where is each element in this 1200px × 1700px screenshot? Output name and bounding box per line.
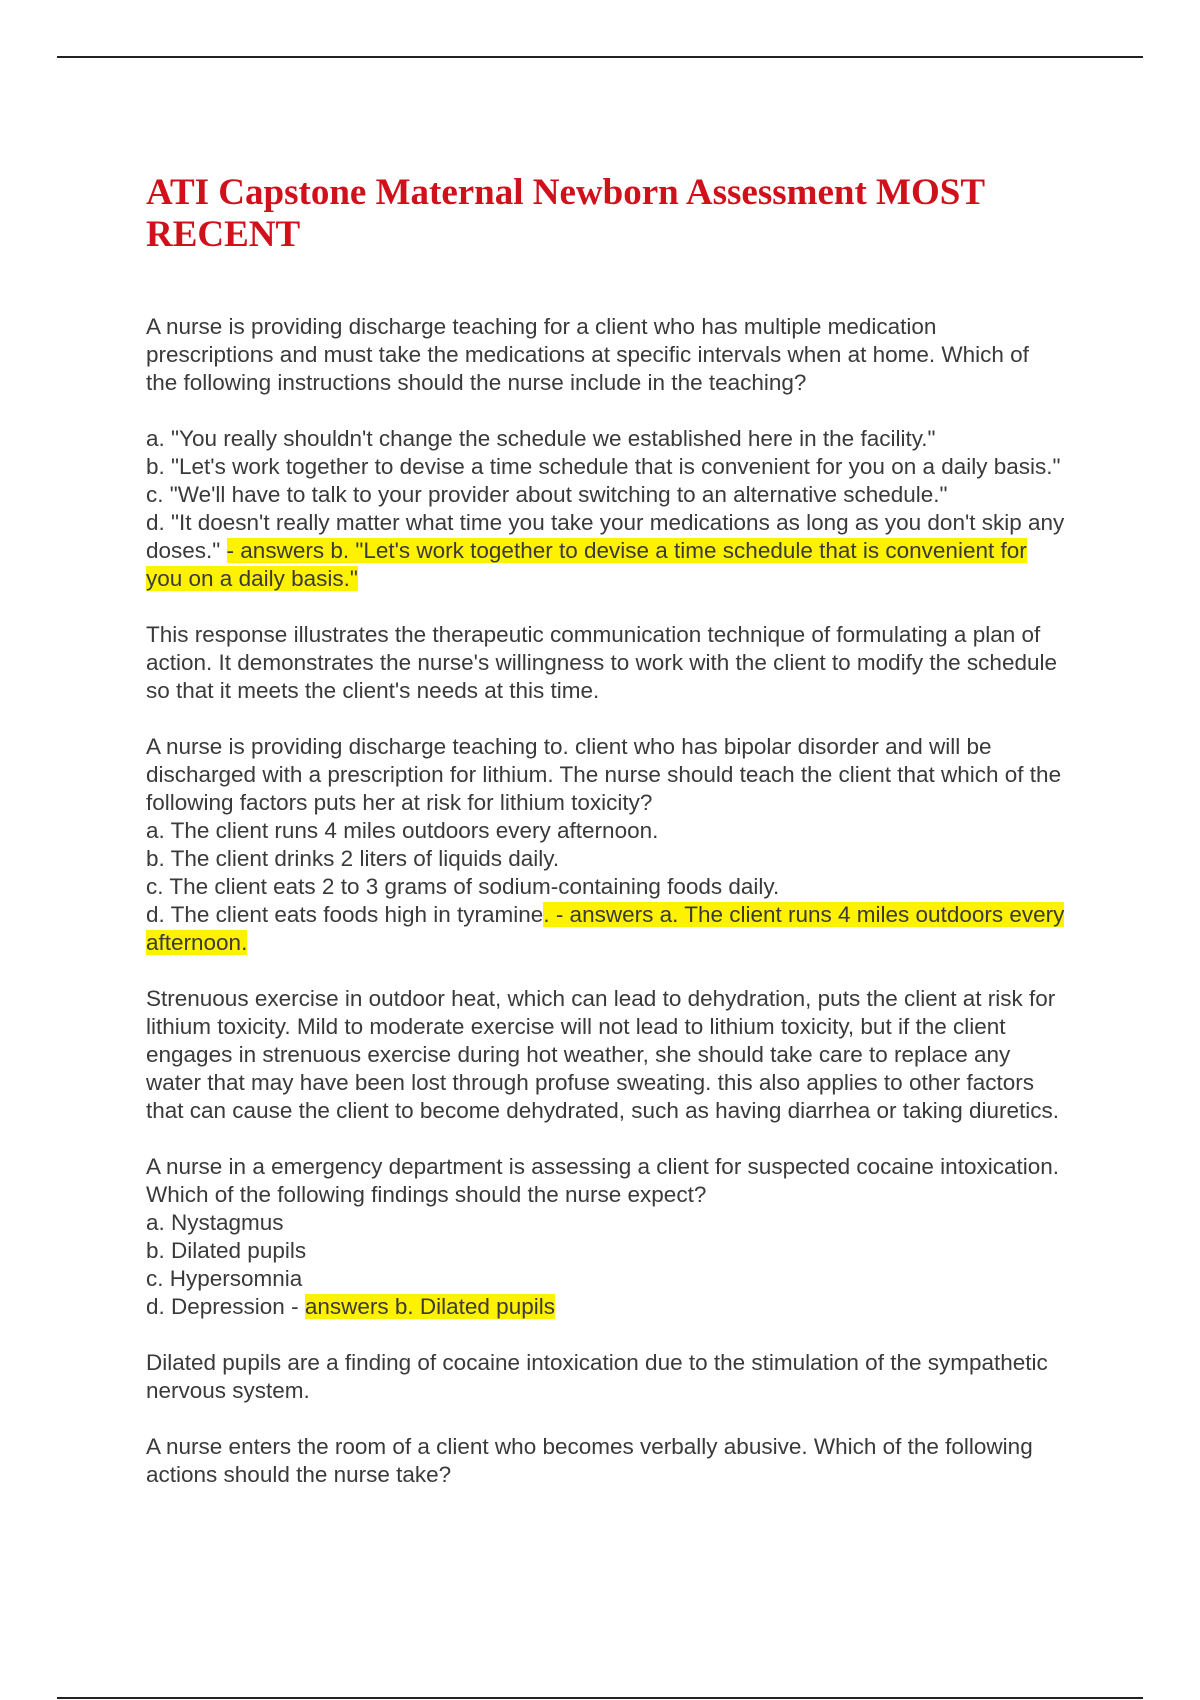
q1-option-d-with-answer bbox=[146, 509, 1066, 593]
q3-option-b: b. Dilated pupils bbox=[146, 1238, 307, 1263]
top-rule bbox=[57, 56, 1143, 58]
q1-option-d: d. "It doesn't really matter what time you take your medications as long as you don't skip any doses." bbox=[146, 510, 1065, 563]
q3-option-d-with-answer bbox=[146, 1293, 1066, 1321]
q2-option-b: b. The client drinks 2 liters of liquids daily. bbox=[146, 846, 560, 871]
bottom-rule bbox=[57, 1697, 1143, 1699]
q2-rationale: Strenuous exercise in outdoor heat, which can lead to dehydration, puts the client at risk for lithium toxicity. Mild to moderate exercise will not lead to lithium toxicity, but if the client engages in strenuous exercise during hot weather, she should take care to replace any water that may have been lost through profuse sweating. this also applies to other factors that can cause the client to become dehydrated, such as having diarrhea or taking diuretics. bbox=[146, 986, 1060, 1123]
q1-answer-highlight: - answers b. "Let's work together to devise a time schedule that is convenient for you on a daily basis." bbox=[146, 538, 1027, 591]
q3-option-c: c. Hypersomnia bbox=[146, 1266, 303, 1291]
q2-answer-highlight: . - answers a. The client runs 4 miles outdoors every afternoon. bbox=[146, 902, 1065, 955]
document-title: ATI Capstone Maternal Newborn Assessment MOST RECENT bbox=[146, 172, 985, 255]
q2-option-a: a. The client runs 4 miles outdoors every afternoon. bbox=[146, 818, 659, 843]
document-body bbox=[146, 313, 1066, 1489]
q2-stem: A nurse is providing discharge teaching to. client who has bipolar disorder and will be discharged with a prescription for lithium. The nurse should teach the client that which of the following factors puts her at risk for lithium toxicity? bbox=[146, 734, 1062, 815]
q2-option-d: d. The client eats foods high in tyramine bbox=[146, 902, 544, 927]
q3-option-a: a. Nystagmus bbox=[146, 1210, 284, 1235]
q1-rationale: This response illustrates the therapeutic communication technique of formulating a plan of action. It demonstrates the nurse's willingness to work with the client to modify the schedule so that it meets the client's needs at this time. bbox=[146, 622, 1057, 703]
q1-stem: A nurse is providing discharge teaching for a client who has multiple medication prescriptions and must take the medications at specific intervals when at home. Which of the following instructions should the nurse include in the teaching? bbox=[146, 314, 1029, 395]
q3-option-d: d. Depression - bbox=[146, 1294, 299, 1319]
q3-stem: A nurse in a emergency department is assessing a client for suspected cocaine intoxication. Which of the following findings should the nurse expect? bbox=[146, 1154, 1059, 1207]
q3-answer-highlight: answers b. Dilated pupils bbox=[304, 1294, 555, 1319]
q4-stem: A nurse enters the room of a client who becomes verbally abusive. Which of the following actions should the nurse take? bbox=[146, 1434, 1033, 1487]
q3-rationale: Dilated pupils are a finding of cocaine intoxication due to the stimulation of the sympathetic nervous system. bbox=[146, 1350, 1048, 1403]
q1-option-b: b. "Let's work together to devise a time schedule that is convenient for you on a daily basis." bbox=[146, 454, 1061, 479]
q1-option-c: c. "We'll have to talk to your provider about switching to an alternative schedule." bbox=[146, 482, 948, 507]
q1-option-a: a. "You really shouldn't change the schedule we established here in the facility." bbox=[146, 426, 936, 451]
q2-option-c: c. The client eats 2 to 3 grams of sodium-containing foods daily. bbox=[146, 874, 780, 899]
q2-option-d-with-answer bbox=[146, 901, 1066, 957]
